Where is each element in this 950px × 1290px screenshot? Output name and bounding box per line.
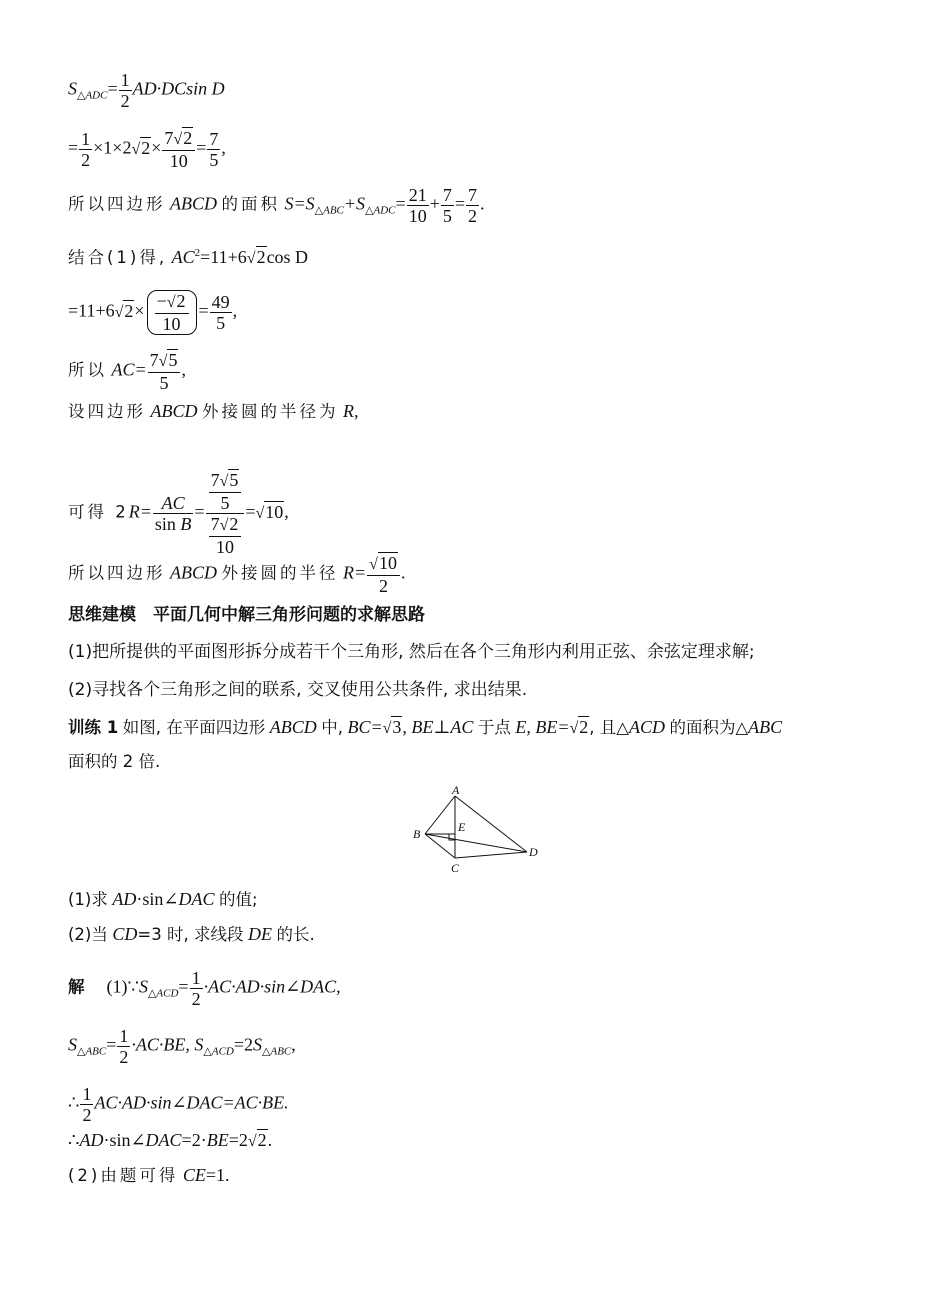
cd: CD [112,924,138,944]
abcd: ABCD [170,193,217,214]
denominator: 10 [162,314,181,334]
times: × [151,137,162,158]
combine-line [68,242,308,270]
fraction [407,185,429,226]
text: 所以四边形 [68,563,166,583]
sqrt: √3 [382,717,402,737]
fraction [441,185,454,226]
e: E, [515,717,531,737]
text: =2· [181,1130,207,1150]
coef: 7 [210,514,220,534]
coef: 7 [149,350,159,370]
method-step-2: (2)寻找各个三角形之间的联系, 交叉使用公共条件, 求出结果. [68,680,528,700]
fraction-half [79,129,92,170]
symbol-s: S [138,976,148,997]
subscript: △ABC [77,1045,107,1058]
numerator: AC [153,493,194,514]
radicand: 2 [176,291,186,311]
numerator [206,470,245,514]
denominator: 5 [209,150,219,170]
equals: = [178,976,189,997]
text: 于点 [477,718,511,737]
fraction-half [80,1084,93,1125]
symbol-s: S [253,1034,263,1055]
be: BE [206,1130,229,1150]
denominator [153,514,194,534]
numerator: 1 [191,968,201,988]
text: 设四边形 [68,402,146,421]
solution-line-3 [68,1084,289,1125]
denominator [206,514,245,557]
acd: ACD [628,717,665,737]
ac-result [68,350,186,393]
label-d: D [529,845,538,859]
radicand: 2 [579,717,589,737]
radicand: 2 [141,137,151,158]
therefore-symbol: ∴ [68,1092,80,1113]
radicand: 10 [265,501,284,522]
cos-d: cos D [266,247,309,267]
text: 所以四边形 [68,194,166,214]
method-step-1: (1)把所提供的平面图形拆分成若干个三角形, 然后在各个三角形内利用正弦、余弦定理求解; [68,642,755,662]
solution-line-4 [68,1129,272,1153]
label-e: E [458,820,466,834]
s-eq: S=S [284,193,315,214]
bc-eq: BC= [347,717,383,737]
radicand: 2 [229,514,239,534]
geometry-figure [405,782,545,877]
text: 如图, 在平面四边形 [122,718,266,737]
training-label: 训练 1 [68,718,119,737]
period: . [480,193,485,214]
ac-eq: AC= [111,359,147,380]
coef: 7 [164,128,174,148]
text: 外接圆的半径为 [202,402,339,421]
edge-bd [425,834,527,852]
sqrt: √10 [255,501,284,522]
numerator: 7√5 [148,350,181,373]
denominator: 10 [408,206,427,226]
radicand: 3 [392,717,402,737]
subscript: △ACD [147,987,179,1000]
fraction [209,470,242,513]
denominator: 2 [119,1047,129,1067]
denominator: 2 [81,150,91,170]
text: 的面积为△ [669,718,749,737]
equals: = [68,137,79,158]
denominator: 10 [215,537,234,557]
solution-line-1 [68,968,341,1009]
dac: DAC [145,1130,182,1150]
numerator: 21 [408,185,427,205]
formula-area-adc [68,70,225,111]
training-problem [68,716,782,740]
sqrt: √2 [247,1130,267,1150]
let-radius [68,400,359,423]
comma: , [291,1034,296,1055]
denominator: 5 [220,493,230,513]
numerator: 7 [468,185,477,205]
ce: CE [182,1165,206,1185]
radicand: 2 [257,1130,267,1150]
plus-s: +S [343,193,366,214]
fraction [155,291,189,334]
formula-ac-calc [68,290,237,335]
fraction-half [117,1026,130,1067]
therefore-symbol: ∴ [68,1130,80,1150]
r-eq: R= [343,562,367,583]
text: ×1×2 [93,137,132,158]
fraction [466,185,479,226]
subscript: △ACD [203,1045,234,1058]
radius-result [68,553,405,596]
equals: = [196,137,207,158]
numerator: 1 [82,1084,92,1104]
abcd: ABCD [150,401,198,421]
text: 的面积 [221,194,280,214]
symbol-s: S [68,78,77,99]
denominator: 5 [159,373,169,393]
text: (2)由题可得 [68,1166,179,1185]
numerator: 7√2 [162,128,195,151]
denominator: 2 [191,989,201,1009]
text: ·sin∠ [136,889,179,909]
text: (1)求 [68,890,108,909]
denominator: 2 [120,91,130,111]
subscript: △ABC [314,204,344,217]
minus: − [156,291,167,311]
period: . [400,562,406,583]
text: 可得 2 [68,502,129,522]
b: B [180,514,192,534]
compound-fraction [206,470,245,557]
sqrt: √2 [246,247,266,267]
edge-cd [455,852,527,858]
abc: ABC [748,717,783,737]
text: (2)当 [68,925,108,944]
comma: , [284,501,289,522]
numerator: 7 [442,185,452,205]
symbol-s: S [68,1034,77,1055]
label-c: C [451,861,460,875]
ad: AD [112,889,137,909]
radicand: 10 [378,553,397,573]
numerator: 7 [209,129,219,149]
equals: = [454,193,465,214]
radicand: 2 [256,247,266,267]
fraction-half [190,968,203,1009]
r-eq: R= [128,501,152,522]
be-eq: BE= [535,717,570,737]
label-a: A [452,783,460,797]
edge-ab [425,796,455,834]
text: 的长. [276,925,315,944]
times: × [134,300,145,321]
solution-line-5 [68,1164,230,1187]
superscript: 2 [194,247,201,259]
formula-tail: ·AC·BE, [131,1034,190,1055]
subscript: △ADC [365,204,396,217]
training-line-2: 面积的 2 倍. [68,752,161,771]
formula-area-calc [68,128,226,171]
radicand: 5 [168,350,178,370]
numerator: −√2 [155,291,189,314]
r: R, [343,401,359,421]
numerator: 1 [81,129,91,149]
sin: sin [154,514,181,534]
comma: , [232,300,238,321]
subscript: △ADC [77,89,108,102]
edge-ad [455,796,527,852]
equals: = [395,193,406,214]
formula-tail: ·AC·AD·sin∠DAC, [203,976,341,997]
method-heading: 思维建模 平面几何中解三角形问题的求解思路 [68,605,425,625]
denominator: 5 [442,206,452,226]
denominator: 2 [468,206,477,226]
abcd: ABCD [170,562,217,583]
numerator: 1 [119,1026,129,1046]
text: =11+6 [68,300,115,321]
formula-tail: AC·AD·sin∠DAC=AC·BE. [94,1092,289,1113]
equals: = [198,300,209,321]
subscript: △ABC [262,1045,292,1058]
dac: DAC [178,889,215,909]
denominator: 2 [379,576,389,596]
text: =1. [205,1165,230,1185]
formula-2r [68,470,289,557]
text: =2 [228,1130,248,1150]
fraction-half [119,70,132,111]
plus: + [429,193,440,214]
fraction [162,128,195,171]
question-1 [68,888,258,911]
equals: = [245,501,256,522]
numerator: 7√2 [209,514,242,537]
quad-area-line [68,185,485,226]
numerator: 49 [211,292,230,312]
text: 中, [321,718,343,737]
comma: , [181,359,186,380]
text: ·sin∠ [103,1130,146,1150]
text: 的值; [218,890,258,909]
sqrt: √2 [131,137,151,158]
de: DE [247,924,272,944]
fraction [210,292,232,333]
text: 外接圆的半径 [221,563,339,583]
question-2 [68,923,315,946]
numerator: √10 [367,553,400,576]
ad: AD [79,1130,104,1150]
denominator: 2 [82,1105,92,1125]
text: =11+6 [200,247,247,267]
sqrt: √2 [569,717,589,737]
coef: 7 [210,470,220,490]
symbol-s: S [194,1034,204,1055]
fraction [207,129,220,170]
abcd: ABCD [269,717,317,737]
numerator: 7√5 [209,470,242,493]
fraction [209,514,242,557]
edge-bc [425,834,455,858]
radicand: 2 [183,128,193,148]
solution-label: 解 [68,977,85,997]
fraction [367,553,400,596]
denominator: 5 [216,313,226,333]
parenthesis [147,290,197,335]
text: 结合(1)得, [68,248,168,267]
equals: = [107,78,118,99]
denominator: 10 [169,151,188,171]
comma: , [402,717,407,737]
label-b: B [413,827,421,841]
numerator: 1 [120,70,130,90]
formula-tail: AD·DCsin D [132,78,225,99]
text: =3 时, 求线段 [137,925,244,944]
text: =2 [233,1034,254,1055]
text: 所以 [68,360,107,380]
period: . [267,1130,273,1150]
ac: AC [171,247,195,267]
sqrt: √2 [114,300,134,321]
radicand: 5 [229,470,239,490]
fraction [148,350,181,393]
be-perp-ac: BE⊥AC [411,717,474,737]
comma: , [221,137,226,158]
radicand: 2 [124,300,134,321]
equals: = [194,501,205,522]
text: (1)∵ [106,976,139,997]
text: , 且△ [589,718,629,737]
fraction-ac-sinb [153,493,194,534]
equals: = [106,1034,117,1055]
solution-line-2 [68,1026,296,1067]
